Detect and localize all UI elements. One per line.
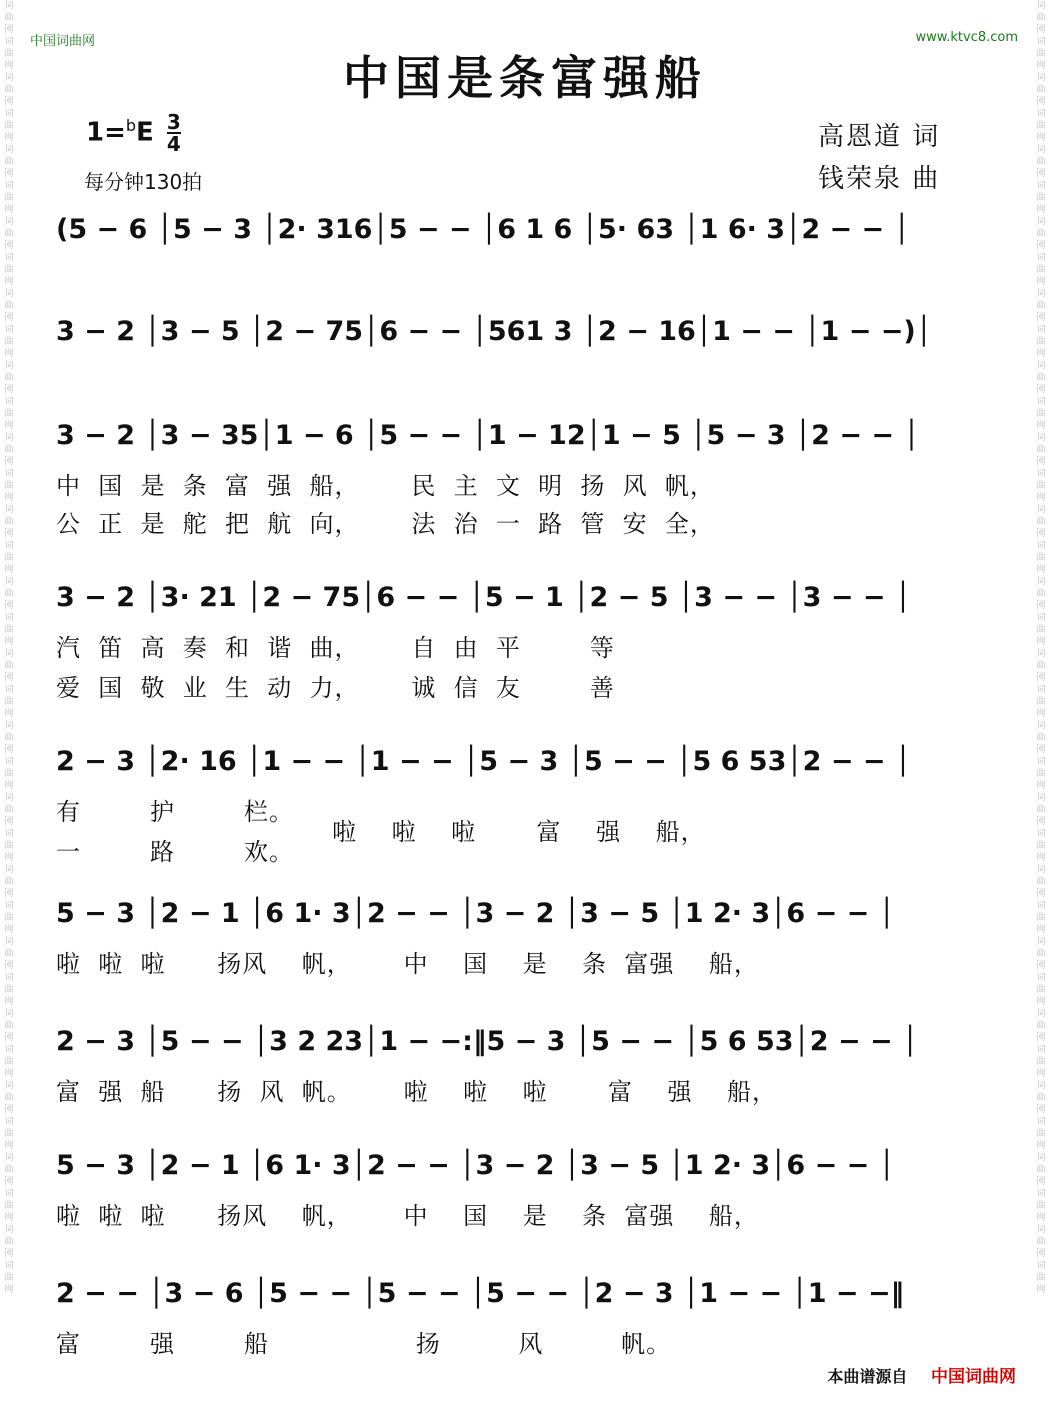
notation-system-2: 3 − 2 │3 − 5 │2 − 75│6 − − │561 3 │2 − 16│1 − − │1 − −)│ — [56, 316, 932, 347]
notation-system-5: 2 − 3 │2· 16 │1 − − │1 − − │5 − 3 │5 − − │5 6 53│2 − − │ — [56, 746, 912, 777]
notation-system-3: 3 − 2 │3 − 35│1 − 6 │5 − − │1 − 12│1 − 5 │5 − 3 │2 − − │ — [56, 420, 920, 451]
notation-system-1: (5 − 6 │5 − 3 │2· 316│5 − − │6 1 6 │5· 63 │1 6· 3│2 − − │ — [56, 214, 910, 245]
notation-system-8: 5 − 3 │2 − 1 │6 1· 3│2 − − │3 − 2 │3 − 5 │1 2· 3│6 − − │ — [56, 1150, 895, 1181]
footer-site-link[interactable]: 中国词曲网 — [931, 1367, 1016, 1387]
key-signature — [86, 112, 181, 154]
footer-source-label: 本曲谱源自 — [827, 1367, 908, 1386]
lyric-line-10: 啦 啦 啦 扬风 帆， 中 国 是 条 富强 船， — [56, 1202, 759, 1230]
lyric-line-2: 公 正 是 舵 把 航 向， 法 治 一 路 管 安 全， — [56, 510, 715, 538]
site-name-left[interactable]: 中国词曲网 — [30, 34, 96, 49]
key-label: 1= — [86, 117, 126, 148]
notation-system-6: 5 − 3 │2 − 1 │6 1· 3│2 − − │3 − 2 │3 − 5 │1 2· 3│6 − − │ — [56, 898, 895, 929]
time-signature — [167, 112, 181, 154]
meter-top: 3 — [166, 110, 181, 134]
lyric-line-11: 富 强 船 扬 风 帆。 — [56, 1330, 672, 1358]
footer-credit — [827, 1362, 1016, 1387]
key-note: E — [136, 117, 154, 148]
notation-system-9: 2 − − │3 − 6 │5 − − │5 − − │5 − − │2 − 3 │1 − − │1 − −‖ — [56, 1278, 905, 1309]
lyric-line-1: 中 国 是 条 富 强 船， 民 主 文 明 扬 风 帆， — [56, 472, 715, 500]
notation-system-7: 2 − 3 │5 − − │3 2 23│1 − −:‖5 − 3 │5 − − │5 6 53│2 − − │ — [56, 1026, 919, 1057]
lyric-line-6: 啦 啦 啦 富 强 船， — [56, 818, 706, 846]
lyric-line-3: 汽 笛 高 奏 和 谐 曲， 自 由 平 等 — [56, 634, 615, 662]
watermark-right: 词曲网词曲网词曲网词曲网词曲网词曲网词曲网词曲网词曲网词曲网词曲网词曲网词曲网词曲网词曲网词曲网词曲网词曲网词曲网词曲网词曲网词曲网词曲网词曲网词曲网词曲网词曲网词曲网词曲网词曲网词曲网词曲网词曲网词曲网词曲网词曲网 — [1036, 1, 1046, 1295]
lyric-line-5: 有 护 栏。 — [56, 798, 295, 826]
flat-sign: b — [125, 115, 137, 135]
watermark-left: 词曲网词曲网词曲网词曲网词曲网词曲网词曲网词曲网词曲网词曲网词曲网词曲网词曲网词曲网词曲网词曲网词曲网词曲网词曲网词曲网词曲网词曲网词曲网词曲网词曲网词曲网词曲网词曲网词曲网词曲网词曲网词曲网词曲网词曲网词曲网词曲网 — [4, 1, 14, 1295]
lyric-line-7: 一 路 欢。 — [56, 838, 295, 866]
tempo-marking: 每分钟130拍 — [84, 170, 203, 194]
site-url-right[interactable]: www.ktvc8.com — [915, 30, 1018, 45]
notation-system-4: 3 − 2 │3· 21 │2 − 75│6 − − │5 − 1 │2 − 5 │3 − − │3 − − │ — [56, 582, 912, 613]
lyricist: 高恩道 词 — [818, 122, 941, 152]
lyric-line-4: 爱 国 敬 业 生 动 力， 诚 信 友 善 — [56, 674, 615, 702]
lyric-line-9: 富 强 船 扬 风 帆。 啦 啦 啦 富 强 船， — [56, 1078, 778, 1106]
song-title: 中国是条富强船 — [343, 51, 707, 105]
lyric-line-8: 啦 啦 啦 扬风 帆， 中 国 是 条 富强 船， — [56, 950, 759, 978]
meter-bottom: 4 — [166, 132, 181, 156]
composer: 钱荣泉 曲 — [818, 164, 941, 194]
